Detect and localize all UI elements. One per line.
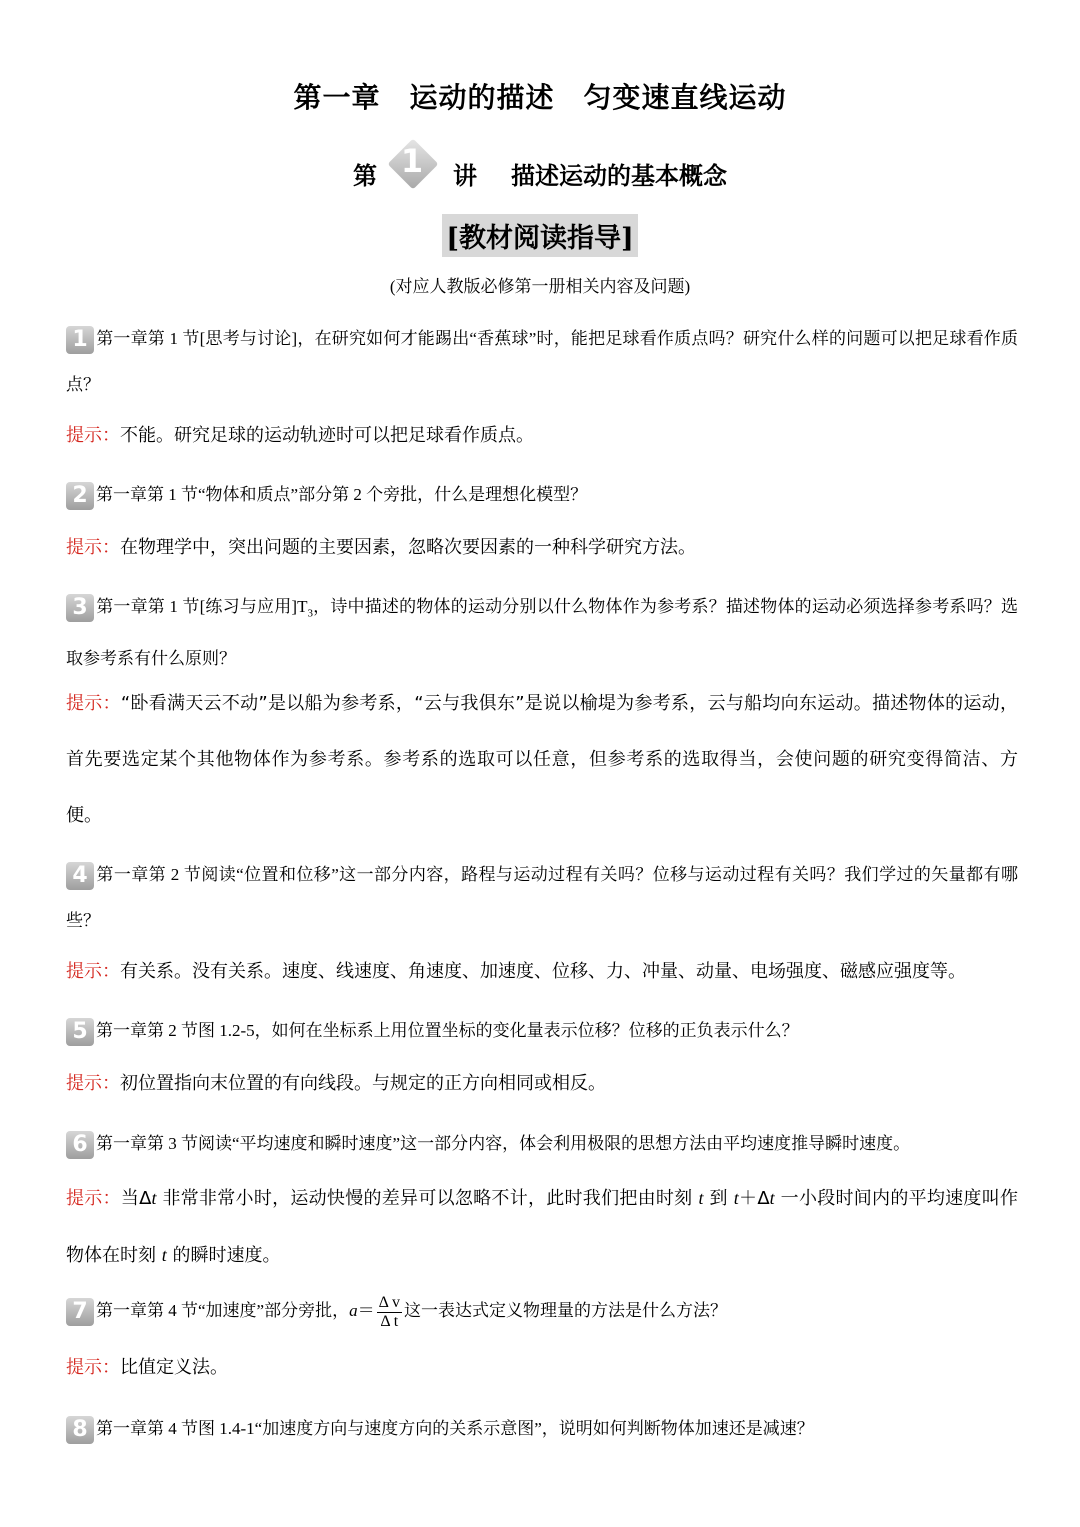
number-badge-icon: 4: [66, 862, 94, 890]
question-8: [66, 1406, 1018, 1452]
question-text-pre: 第一章第 4 节“加速度”部分旁批，: [96, 1301, 350, 1320]
answer-var-t: t: [161, 1245, 167, 1265]
hint-label: 提示：: [66, 1073, 120, 1094]
lecture-number-diamond-icon: [383, 138, 441, 196]
question-6: [66, 1121, 1018, 1167]
question-text: 第一章第 1 节“物体和质点”部分第 2 个旁批，什么是理想化模型？: [96, 485, 588, 504]
question-text: 第一章第 1 节[思考与讨论]，在研究如何才能踢出“香蕉球”时，能把足球看作质点吗？研究什么样的问题可以把足球看作质点？: [66, 329, 1018, 394]
answer-7: [66, 1340, 1018, 1396]
number-badge-icon: 5: [66, 1018, 94, 1046]
question-7: [66, 1288, 1018, 1334]
question-text: 第一章第 2 节图 1.2-5，如何在坐标系上用位置坐标的变化量表示位移？位移的正负表示什么？: [96, 1021, 799, 1040]
answer-var-t: t: [733, 1188, 739, 1208]
formula-lhs: a: [349, 1301, 358, 1320]
answer-part: 的瞬时速度。: [166, 1245, 281, 1266]
number-badge-icon: 7: [66, 1298, 94, 1326]
answer-part: 到: [703, 1188, 734, 1209]
answer-part: 当Δ: [120, 1188, 152, 1209]
question-subscript: 3: [307, 607, 313, 620]
question-5: [66, 1008, 1018, 1054]
hint-label: 提示：: [66, 693, 121, 714]
lecture-prefix: 第: [353, 161, 377, 190]
question-2: [66, 472, 1018, 518]
answer-text: 在物理学中，突出问题的主要因素，忽略次要因素的一种科学研究方法。: [120, 537, 696, 558]
answer-text: “卧看满天云不动”是以船为参考系，“云与我俱东”是说以榆堤为参考系，云与船均向东运动。描述物体的运动，首先要选定某个其他物体作为参考系。参考系的选取可以任意，但参考系的选取得当，会使问题的研究变得简洁、方便。: [66, 693, 1019, 826]
answer-part: 一小段时间内的平均速度叫作物体在时刻: [66, 1188, 1018, 1266]
question-text: 第一章第 3 节阅读“平均速度和瞬时速度”这一部分内容，体会利用极限的思想方法由平均速度推导瞬时速度。: [96, 1134, 911, 1153]
answer-part: ＋Δ: [738, 1188, 770, 1209]
lecture-suffix: 讲: [453, 161, 477, 190]
formula-fraction: [377, 1294, 402, 1331]
question-text-pre: 第一章第 1 节[练习与应用]T: [96, 597, 308, 616]
answer-text: 初位置指向末位置的有向线段。与规定的正方向相同或相反。: [120, 1073, 606, 1094]
hint-label: 提示：: [66, 1357, 120, 1378]
hint-label: 提示：: [66, 425, 120, 446]
section-heading: [0, 214, 1080, 257]
answer-1: [66, 408, 1018, 464]
question-1: [66, 316, 1018, 408]
lecture-number: 1: [400, 142, 424, 180]
answer-5: [66, 1056, 1018, 1112]
answer-text: 有关系。没有关系。速度、线速度、角速度、加速度、位移、力、冲量、动量、电场强度、磁感应强度等。: [120, 961, 966, 982]
chapter-title: 第一章 运动的描述 匀变速直线运动: [293, 81, 787, 114]
question-3: [66, 584, 1018, 682]
answer-var-t: t: [151, 1188, 157, 1208]
answer-2: [66, 520, 1018, 576]
number-badge-icon: 3: [66, 594, 94, 622]
question-text: 第一章第 2 节阅读“位置和位移”这一部分内容，路程与运动过程有关吗？位移与运动过程有关吗？我们学过的矢量都有哪些？: [66, 865, 1018, 930]
formula-numerator: Δ v: [378, 1293, 400, 1311]
lecture-name: 描述运动的基本概念: [511, 161, 727, 190]
answer-var-t: t: [769, 1188, 775, 1208]
number-badge-icon: 2: [66, 482, 94, 510]
question-4: [66, 852, 1018, 944]
subnote: (对应人教版必修第一册相关内容及问题): [389, 277, 691, 296]
number-badge-icon: 6: [66, 1131, 94, 1159]
answer-3: [66, 676, 1018, 844]
number-badge-icon: 1: [66, 326, 94, 354]
section-heading-text: [教材阅读指导]: [442, 214, 638, 257]
question-text-post: ，诗中描述的物体的运动分别以什么物体作为参考系？描述物体的运动必须选择参考系吗？选取参考系有什么原则？: [66, 597, 1018, 669]
answer-4: [66, 944, 1018, 1000]
formula-eq: ＝: [357, 1301, 375, 1320]
number-badge-icon: 8: [66, 1416, 94, 1444]
answer-text: 比值定义法。: [120, 1357, 228, 1378]
answer-text: 不能。研究足球的运动轨迹时可以把足球看作质点。: [120, 425, 534, 446]
answer-var-t: t: [698, 1188, 704, 1208]
formula-denominator: Δ t: [380, 1312, 399, 1330]
answer-6: [66, 1170, 1018, 1284]
lecture-title: [0, 138, 1080, 198]
question-text: 第一章第 4 节图 1.4-1“加速度方向与速度方向的关系示意图”，说明如何判断物体加速还是减速？: [96, 1419, 814, 1438]
hint-label: 提示：: [66, 1188, 121, 1209]
hint-label: 提示：: [66, 961, 120, 982]
question-text-post: 这一表达式定义物理量的方法是什么方法？: [404, 1301, 727, 1320]
answer-part: 非常非常小时，运动快慢的差异可以忽略不计，此时我们把由时刻: [156, 1188, 699, 1209]
hint-label: 提示：: [66, 537, 120, 558]
